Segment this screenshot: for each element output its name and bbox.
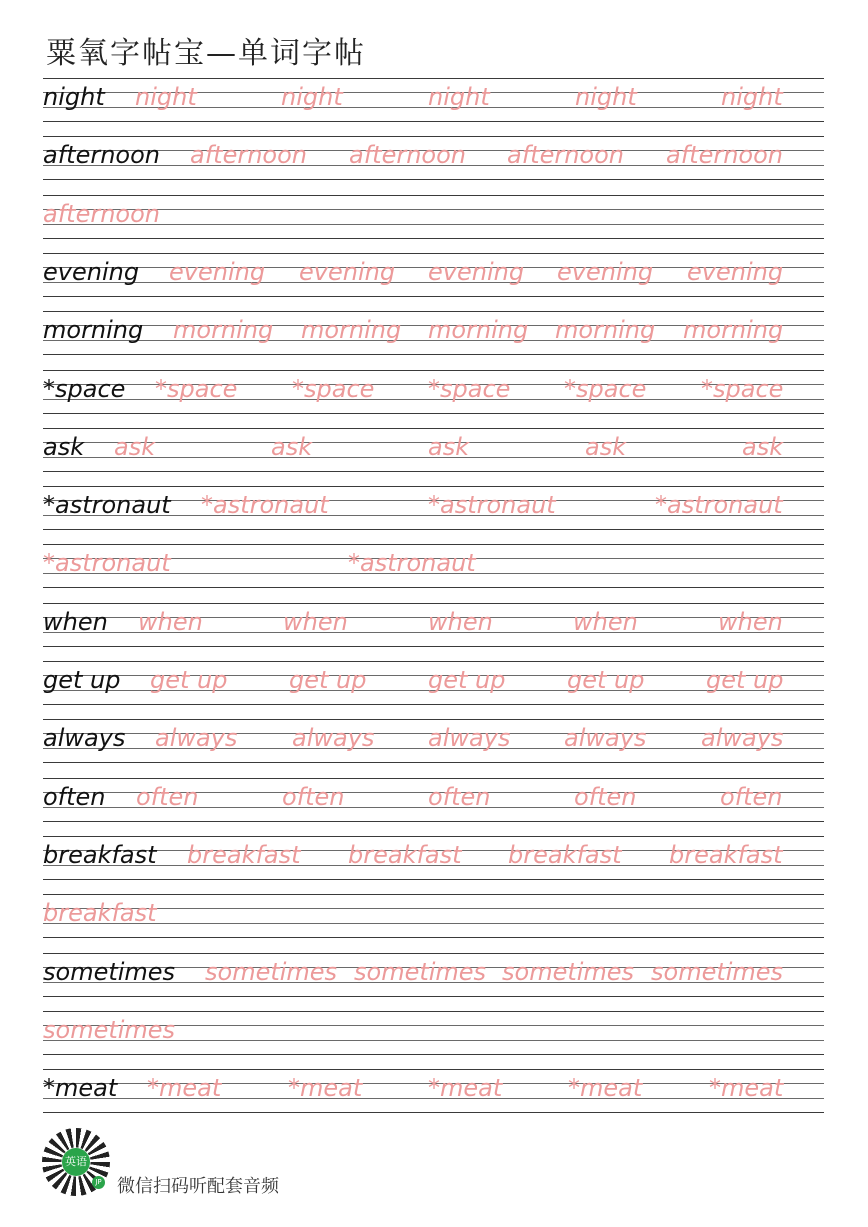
ruled-line xyxy=(43,179,824,180)
trace-word: often xyxy=(720,783,783,811)
trace-word: *space xyxy=(564,375,647,403)
word-line xyxy=(43,723,824,753)
trace-word: evening xyxy=(557,258,654,286)
trace-word: evening xyxy=(299,258,396,286)
ruled-line xyxy=(43,778,824,779)
trace-word: *meat xyxy=(568,1074,643,1102)
word-line xyxy=(43,490,824,520)
ruled-line xyxy=(43,894,824,895)
model-word: often xyxy=(43,783,106,811)
trace-word: get up xyxy=(567,666,645,694)
ruled-line xyxy=(43,544,824,545)
ruled-line xyxy=(43,529,824,530)
model-word: *astronaut xyxy=(43,491,171,519)
word-line xyxy=(43,315,824,345)
ruled-line xyxy=(43,953,824,954)
trace-word: always xyxy=(701,724,784,752)
trace-word: always xyxy=(155,724,238,752)
ruled-line xyxy=(43,78,824,79)
ruled-line xyxy=(43,471,824,472)
trace-word: night xyxy=(281,83,343,111)
ruled-line xyxy=(43,821,824,822)
trace-word: *astronaut xyxy=(655,491,783,519)
trace-word: sometimes xyxy=(205,958,338,986)
practice-row xyxy=(43,1011,824,1055)
practice-row xyxy=(43,136,824,180)
trace-word: *meat xyxy=(288,1074,363,1102)
trace-word: afternoon xyxy=(507,141,624,169)
word-line xyxy=(43,607,824,637)
trace-word: *astronaut xyxy=(201,491,329,519)
model-word: always xyxy=(43,724,126,752)
model-word: morning xyxy=(43,316,144,344)
footer xyxy=(42,1128,442,1198)
ruled-line xyxy=(43,661,824,662)
ruled-line xyxy=(43,413,824,414)
practice-row xyxy=(43,1069,824,1113)
trace-word: breakfast xyxy=(348,841,462,869)
practice-row xyxy=(43,486,824,530)
word-line xyxy=(43,1073,824,1103)
trace-word: *space xyxy=(292,375,375,403)
word-line xyxy=(43,374,824,404)
trace-word: when xyxy=(573,608,638,636)
ruled-line xyxy=(43,836,824,837)
model-word: breakfast xyxy=(43,841,157,869)
trace-word: always xyxy=(428,724,511,752)
trace-word: *meat xyxy=(709,1074,784,1102)
trace-word: when xyxy=(283,608,348,636)
ruled-line xyxy=(43,195,824,196)
trace-word: often xyxy=(282,783,345,811)
model-word: *space xyxy=(43,375,126,403)
trace-word: sometimes xyxy=(651,958,784,986)
trace-word: ask xyxy=(428,433,470,461)
trace-word: night xyxy=(575,83,637,111)
ruled-line xyxy=(43,879,824,880)
qr-badge: JP xyxy=(92,1176,105,1189)
word-line xyxy=(43,140,824,170)
ruled-line xyxy=(43,646,824,647)
ruled-line xyxy=(43,937,824,938)
ruled-line xyxy=(43,311,824,312)
model-word: get up xyxy=(43,666,121,694)
trace-word: morning xyxy=(173,316,274,344)
qr-code-icon[interactable] xyxy=(42,1128,110,1196)
trace-word: evening xyxy=(687,258,784,286)
trace-word: morning xyxy=(301,316,402,344)
ruled-line xyxy=(43,1054,824,1055)
trace-word: sometimes xyxy=(354,958,487,986)
practice-row xyxy=(43,661,824,705)
trace-word: morning xyxy=(555,316,656,344)
model-word: when xyxy=(43,608,108,636)
trace-word: evening xyxy=(428,258,525,286)
trace-word: get up xyxy=(289,666,367,694)
ruled-line xyxy=(43,121,824,122)
trace-word: breakfast xyxy=(669,841,783,869)
trace-word: night xyxy=(428,83,490,111)
trace-word: breakfast xyxy=(187,841,301,869)
trace-word: get up xyxy=(428,666,506,694)
ruled-line xyxy=(43,704,824,705)
word-line xyxy=(43,548,824,578)
trace-word: often xyxy=(428,783,491,811)
trace-word: when xyxy=(718,608,783,636)
practice-row xyxy=(43,370,824,414)
practice-row xyxy=(43,778,824,822)
model-word: sometimes xyxy=(43,958,176,986)
trace-word: when xyxy=(428,608,493,636)
footer-audio-hint: 微信扫码听配套音频 xyxy=(117,1176,279,1197)
practice-row xyxy=(43,253,824,297)
ruled-line xyxy=(43,370,824,371)
trace-word: *space xyxy=(701,375,784,403)
practice-row xyxy=(43,603,824,647)
trace-word: *astronaut xyxy=(348,549,476,577)
model-word: ask xyxy=(43,433,85,461)
trace-word: always xyxy=(564,724,647,752)
model-word: evening xyxy=(43,258,140,286)
ruled-line xyxy=(43,136,824,137)
trace-word: *meat xyxy=(428,1074,503,1102)
page-title: 粟氧字帖宝—单词字帖 xyxy=(46,36,366,71)
trace-word: breakfast xyxy=(508,841,622,869)
practice-row xyxy=(43,428,824,472)
word-line xyxy=(43,957,824,987)
ruled-line xyxy=(43,587,824,588)
word-line xyxy=(43,1015,824,1045)
trace-word: evening xyxy=(169,258,266,286)
trace-word: night xyxy=(135,83,197,111)
trace-word: night xyxy=(721,83,783,111)
practice-row xyxy=(43,894,824,938)
ruled-line xyxy=(43,603,824,604)
word-line xyxy=(43,82,824,112)
ruled-line xyxy=(43,719,824,720)
trace-word: ask xyxy=(114,433,156,461)
practice-row xyxy=(43,719,824,763)
ruled-line xyxy=(43,296,824,297)
trace-word: often xyxy=(574,783,637,811)
trace-word: sometimes xyxy=(43,1016,176,1044)
trace-word: *space xyxy=(155,375,238,403)
ruled-line xyxy=(43,486,824,487)
word-line xyxy=(43,840,824,870)
ruled-line xyxy=(43,1112,824,1113)
model-word: afternoon xyxy=(43,141,160,169)
practice-row xyxy=(43,544,824,588)
ruled-line xyxy=(43,354,824,355)
ruled-line xyxy=(43,1011,824,1012)
trace-word: sometimes xyxy=(502,958,635,986)
ruled-line xyxy=(43,1069,824,1070)
ruled-line xyxy=(43,238,824,239)
trace-word: *meat xyxy=(147,1074,222,1102)
practice-row xyxy=(43,311,824,355)
word-line xyxy=(43,665,824,695)
trace-word: ask xyxy=(585,433,627,461)
qr-center-label: 英语 xyxy=(62,1148,90,1176)
ruled-line xyxy=(43,996,824,997)
word-line xyxy=(43,199,824,229)
trace-word: afternoon xyxy=(190,141,307,169)
trace-word: often xyxy=(136,783,199,811)
trace-word: afternoon xyxy=(43,200,160,228)
trace-word: when xyxy=(138,608,203,636)
trace-word: afternoon xyxy=(666,141,783,169)
trace-word: morning xyxy=(683,316,784,344)
practice-row xyxy=(43,78,824,122)
trace-word: *astronaut xyxy=(43,549,171,577)
model-word: night xyxy=(43,83,105,111)
trace-word: ask xyxy=(742,433,784,461)
practice-row xyxy=(43,953,824,997)
word-line xyxy=(43,432,824,462)
trace-word: always xyxy=(292,724,375,752)
word-line xyxy=(43,898,824,928)
trace-word: get up xyxy=(150,666,228,694)
trace-word: afternoon xyxy=(349,141,466,169)
ruled-line xyxy=(43,253,824,254)
word-line xyxy=(43,782,824,812)
trace-word: *astronaut xyxy=(428,491,556,519)
model-word: *meat xyxy=(43,1074,118,1102)
ruled-line xyxy=(43,762,824,763)
trace-word: breakfast xyxy=(43,899,157,927)
trace-word: ask xyxy=(271,433,313,461)
ruled-line xyxy=(43,428,824,429)
practice-row xyxy=(43,836,824,880)
trace-word: *space xyxy=(428,375,511,403)
practice-row xyxy=(43,195,824,239)
trace-word: get up xyxy=(706,666,784,694)
trace-word: morning xyxy=(428,316,529,344)
word-line xyxy=(43,257,824,287)
